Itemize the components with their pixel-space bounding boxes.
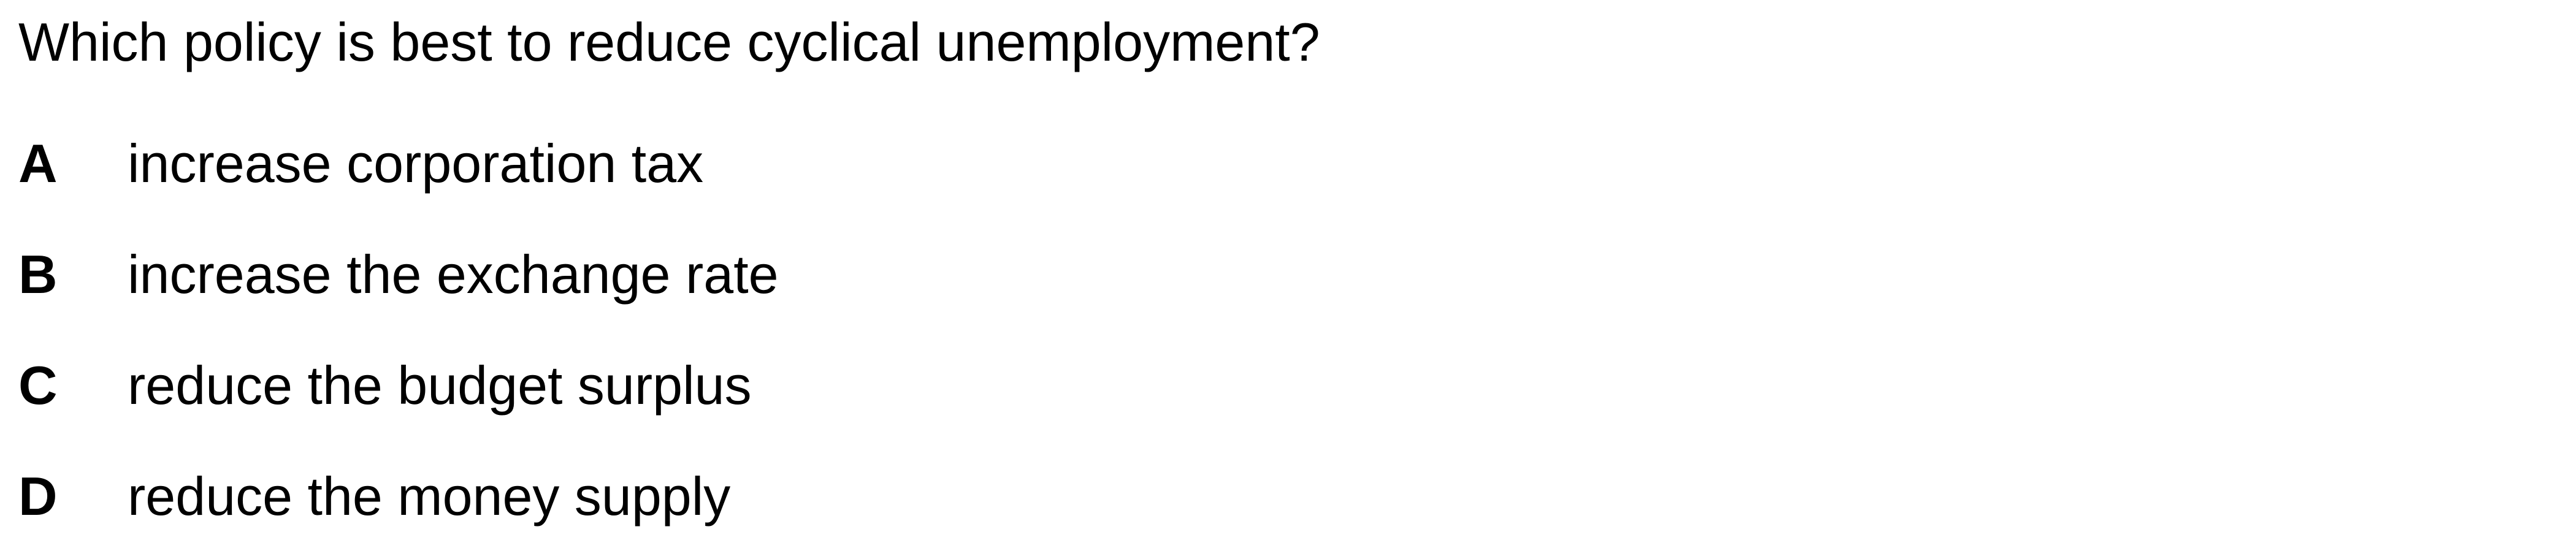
option-text-b: increase the exchange rate: [128, 244, 779, 305]
option-letter-a: A: [18, 133, 58, 194]
answer-option-c: [18, 352, 752, 419]
answer-option-b: [18, 241, 779, 308]
option-text-d: reduce the money supply: [128, 466, 731, 527]
answer-option-a: [18, 130, 703, 197]
option-letter-b: B: [18, 244, 58, 305]
option-letter-d: D: [18, 466, 58, 527]
answer-option-d: [18, 463, 730, 530]
question-text: Which policy is best to reduce cyclical unemployment?: [18, 12, 1320, 72]
option-text-a: increase corporation tax: [128, 133, 704, 194]
option-letter-c: C: [18, 355, 58, 416]
option-text-c: reduce the budget surplus: [128, 355, 752, 416]
